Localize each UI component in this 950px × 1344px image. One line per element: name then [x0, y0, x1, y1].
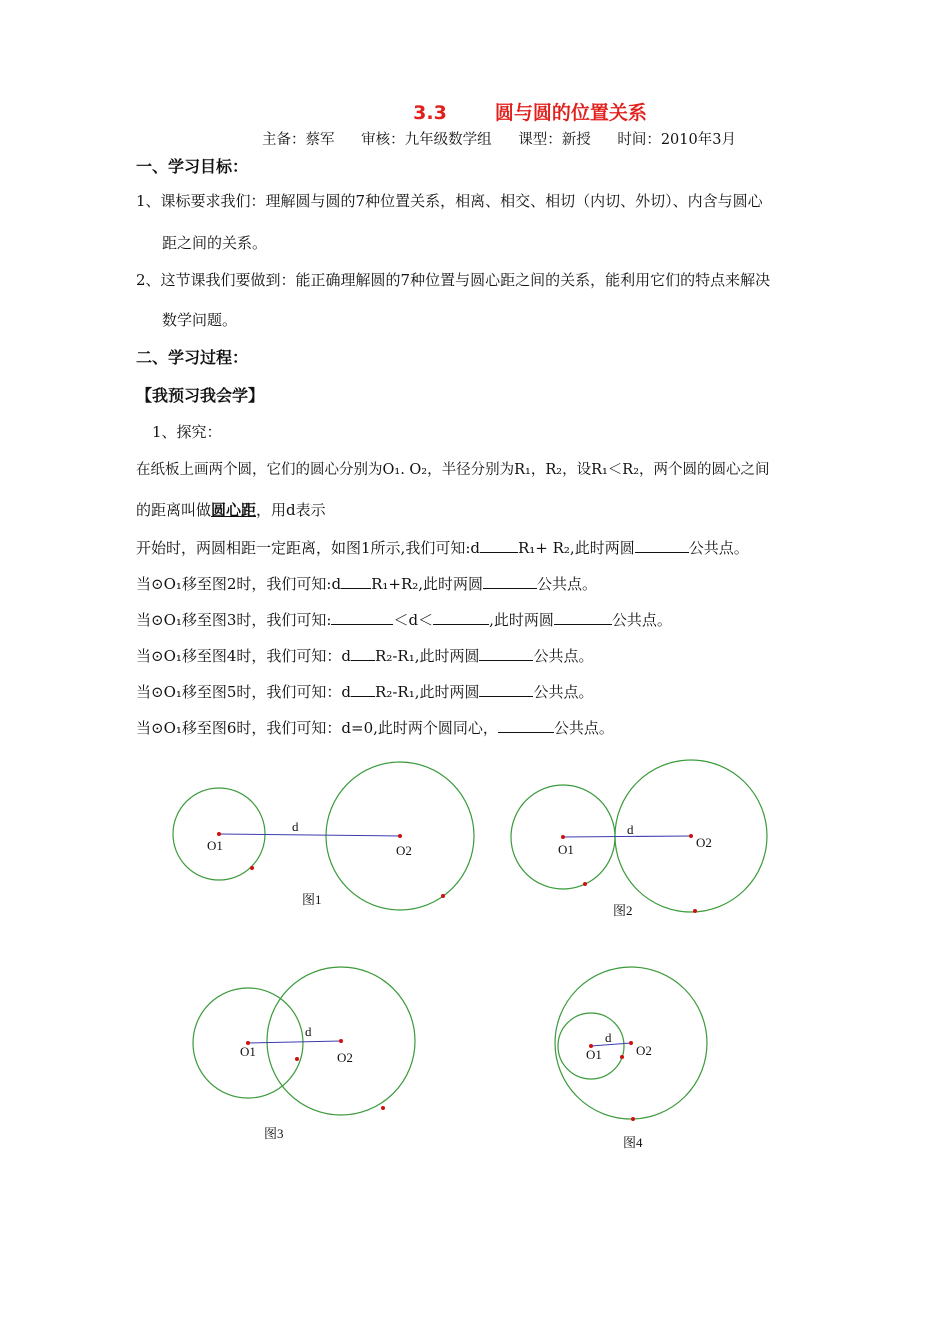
fig1-label-o1: O1 [207, 838, 223, 853]
fig3-center-distance [248, 1041, 341, 1043]
figure-3 [193, 967, 415, 1141]
line1-text-c: 公共点。 [688, 539, 749, 557]
fig2-label-o2: O2 [696, 835, 712, 850]
explore-label: 1、探究： [152, 423, 222, 441]
line3-text-b: ＜d＜ [393, 611, 434, 629]
line4-text-a: 当⊙O₁移至图4时，我们可知：d [136, 647, 352, 665]
title-number: 3.3 [413, 102, 447, 124]
section2-heading: 二、学习过程： [136, 348, 249, 367]
line5-text-b: R₂-R₁,此时两圆 [375, 683, 480, 701]
fig3-point-o2 [339, 1039, 343, 1043]
fig4-label-o2: O2 [636, 1043, 652, 1058]
term-center-distance: 圆心距 [211, 501, 257, 519]
fig4-point-r2 [631, 1117, 635, 1121]
fig4-label-d: d [605, 1030, 612, 1045]
fig3-label-o2: O2 [337, 1050, 353, 1065]
fig4-caption: 图4 [623, 1135, 643, 1150]
intro-text-1: 的距离叫做 [136, 501, 212, 519]
fig4-point-o2 [629, 1041, 633, 1045]
fig1-point-r2 [441, 894, 445, 898]
line5-text-c: 公共点。 [533, 683, 594, 701]
fig2-point-r1 [583, 882, 587, 886]
meta-author: 主备：蔡军 [262, 132, 335, 148]
line6-text-a: 当⊙O₁移至图6时，我们可知：d=0,此时两个圆同心， [136, 719, 498, 737]
fig2-point-o1 [561, 835, 565, 839]
fig3-label-d: d [305, 1024, 312, 1039]
line4-text-b: R₂-R₁,此时两圆 [375, 647, 480, 665]
line2-text-b: R₁+R₂,此时两圆 [371, 575, 484, 593]
line3-text-d: 公共点。 [611, 611, 672, 629]
intro-line-a: 在纸板上画两个圆，它们的圆心分别为O₁. O₂，半径分别为R₁，R₂，设R₁＜R₂，两个圆的圆心之间 [136, 462, 770, 478]
meta-reviewer: 审核：九年级数学组 [361, 132, 492, 148]
goal1-line-a: 1、课标要求我们：理解圆与圆的7种位置关系，相离、相交、相切（内切、外切）、内含与圆心 [136, 192, 763, 210]
fig1-point-o2 [398, 834, 402, 838]
section1-heading: 一、学习目标： [136, 157, 249, 176]
line3-text-a: 当⊙O₁移至图3时，我们可知: [136, 611, 332, 629]
fig3-caption: 图3 [264, 1126, 284, 1141]
fig2-point-o2 [689, 834, 693, 838]
fig2-point-r2 [693, 909, 697, 913]
fig4-point-r1 [620, 1055, 624, 1059]
figure-2 [511, 760, 767, 918]
intro-text-2: ，用d表示 [256, 501, 326, 519]
fig1-caption: 图1 [302, 892, 322, 907]
goal2-line-a: 2、这节课我们要做到：能正确理解圆的7种位置与圆心距之间的关系，能利用它们的特点来解决 [136, 271, 771, 289]
figure-1 [173, 762, 474, 910]
line3-text-c: ,此时两圆 [489, 611, 554, 629]
fig2-label-d: d [627, 822, 634, 837]
fig1-point-o1 [217, 832, 221, 836]
fig1-point-r1 [250, 866, 254, 870]
goal1-line-b: 距之间的关系。 [162, 234, 268, 252]
meta-date: 时间：2010年3月 [617, 132, 736, 148]
fig2-caption: 图2 [613, 903, 633, 918]
line6-text-b: 公共点。 [553, 719, 614, 737]
goal2-line-b: 数学问题。 [162, 311, 238, 329]
fig1-center-distance [219, 834, 400, 836]
fig3-point-r1 [295, 1057, 299, 1061]
preview-subheading: 【我预习我会学】 [136, 386, 265, 405]
fig3-point-r2 [381, 1106, 385, 1110]
line2-text-c: 公共点。 [537, 575, 598, 593]
fig1-label-o2: O2 [396, 843, 412, 858]
line1-text-b: R₁+ R₂,此时两圆 [517, 539, 635, 557]
line1-text-a: 开始时，两圆相距一定距离，如图1所示,我们可知:d [136, 539, 480, 557]
title-text: 圆与圆的位置关系 [494, 102, 647, 124]
fig3-label-o1: O1 [240, 1044, 256, 1059]
fig2-label-o1: O1 [558, 842, 574, 857]
fig1-label-d: d [292, 819, 299, 834]
meta-lesson-type: 课型：新授 [518, 132, 591, 148]
fig4-label-o1: O1 [586, 1047, 602, 1062]
line2-text-a: 当⊙O₁移至图2时，我们可知:d [136, 575, 342, 593]
line5-text-a: 当⊙O₁移至图5时，我们可知：d [136, 683, 352, 701]
figure-4 [555, 967, 707, 1150]
line4-text-c: 公共点。 [533, 647, 594, 665]
